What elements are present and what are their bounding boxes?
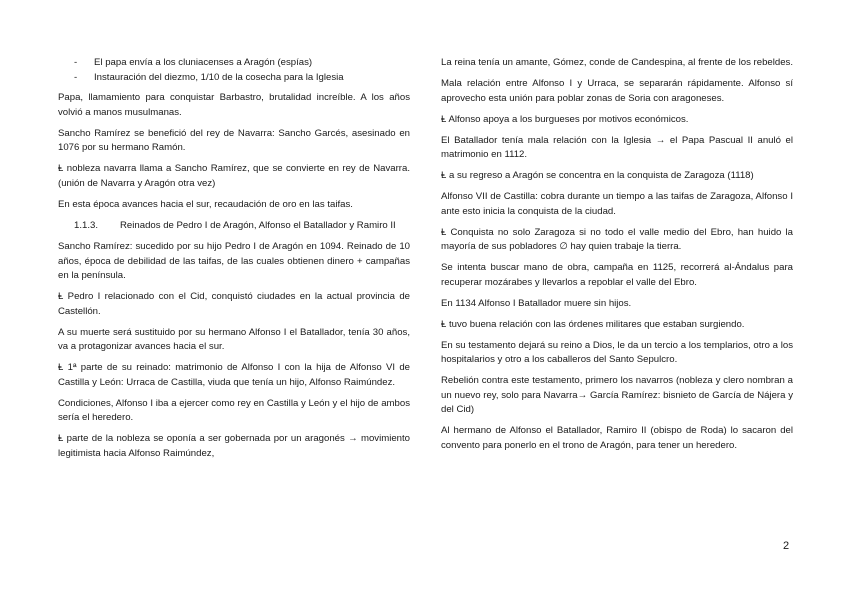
paragraph: En 1134 Alfonso I Batallador muere sin hijos. [441, 297, 632, 309]
paragraph: La reina tenía un amante, Gómez, conde de Candespina, al frente de los rebeldes. [441, 57, 793, 68]
paragraph: Papa, llamamiento para conquistar Barbastro, brutalidad increíble. A los años volvió a manos musulmanas. [58, 92, 410, 118]
paragraph: Alfonso VII de Castilla: cobra durante un tiempo a las taifas de Zaragoza, Alfonso I ante esto inicia la conquista de la ciudad. [441, 191, 793, 217]
section-title: Reinados de Pedro I de Aragón, Alfonso el Batallador y Ramiro II [120, 219, 396, 231]
list-item: - El papa envía a los cluniacenses a Aragón (espías) [58, 56, 410, 71]
dash-icon: - [74, 71, 78, 83]
list-item: - Instauración del diezmo, 1/10 de la cosecha para la Iglesia [58, 71, 410, 86]
paragraph: Mala relación entre Alfonso I y Urraca, se separarán rápidamente. Alfonso sí aprovecho esta unión para poblar zonas de Soria con aragoneses. [441, 78, 793, 104]
bullet-list [58, 56, 410, 85]
dash-icon: - [74, 57, 78, 68]
paragraph: Ⱡ tuvo buena relación con las órdenes militares que estaban surgiendo. [441, 318, 745, 330]
paragraph: Ⱡ a su regreso a Aragón se concentra en la conquista de Zaragoza (1118) [441, 170, 754, 181]
paragraph: El Batallador tenía mala relación con la Iglesia → el Papa Pascual II anuló el matrimonio en 1112. [441, 134, 793, 160]
left-column [58, 56, 410, 468]
paragraph: Ⱡ Conquista no solo Zaragoza si no todo el valle medio del Ebro, han huido la mayoría de sus pobladores ∅ hay quien trabaje la tierra. [441, 226, 793, 252]
paragraph: Ⱡ Pedro I relacionado con el Cid, conquistó ciudades en la actual provincia de Castellón. [58, 291, 410, 317]
paragraph: Al hermano de Alfonso el Batallador, Ramiro II (obispo de Roda) lo sacaron del convento para ponerlo en el trono de Aragón, para tener un heredero. [441, 425, 793, 451]
paragraph: Sancho Ramírez se benefició del rey de Navarra: Sancho Garcés, asesinado en 1076 por su hermano Ramón. [58, 127, 410, 153]
paragraph: Ⱡ 1ª parte de su reinado: matrimonio de Alfonso I con la hija de Alfonso VI de Castilla y León: Urraca de Castilla, viuda que tenía un hijo, Alfonso Raimúndez. [58, 362, 410, 388]
paragraph: Se intenta buscar mano de obra, campaña en 1125, recorrerá al-Ándalus para recuperar mozárabes y llevarlos a repoblar el valle del Ebro. [441, 262, 793, 288]
paragraph: Sancho Ramírez: sucedido por su hijo Pedro I de Aragón en 1094. Reinado de 10 años, época de debilidad de las taifas, de las cuales obtienen dinero + campañas en la península. [58, 241, 410, 281]
paragraph: Ⱡ parte de la nobleza se oponía a ser gobernada por un aragonés → movimiento legitimista hacia Alfonso Raimúndez, [58, 433, 410, 459]
page-number: 2 [783, 540, 790, 552]
paragraph: En su testamento dejará su reino a Dios, le da un tercio a los templarios, otro a los hospitalarios y otro a los caballeros del Santo Sepulcro. [441, 339, 793, 365]
paragraph: Condiciones, Alfonso I iba a ejercer como rey en Castilla y León y el hijo de ambos sería el heredero. [58, 397, 410, 423]
section-number: 1.1.3. [74, 219, 99, 231]
paragraph: Ⱡ Alfonso apoya a los burgueses por motivos económicos. [441, 113, 689, 125]
section-heading [58, 219, 410, 234]
paragraph: Ⱡ nobleza navarra llama a Sancho Ramírez, que se convierte en rey de Navarra. (unión de Navarra y Aragón otra vez) [58, 163, 410, 189]
paragraph: Rebelión contra este testamento, primero los navarros (nobleza y clero nombran a un nuevo rey, solo para Navarra→ García Ramírez: bisnieto de García de Nájera y del Cid) [441, 375, 793, 415]
paragraph: A su muerte será sustituido por su hermano Alfonso I el Batallador, tenía 30 años, va a protagonizar avances hacia el sur. [58, 326, 410, 352]
right-column [441, 56, 793, 460]
paragraph: En esta época avances hacia el sur, recaudación de oro en las taifas. [58, 198, 353, 210]
